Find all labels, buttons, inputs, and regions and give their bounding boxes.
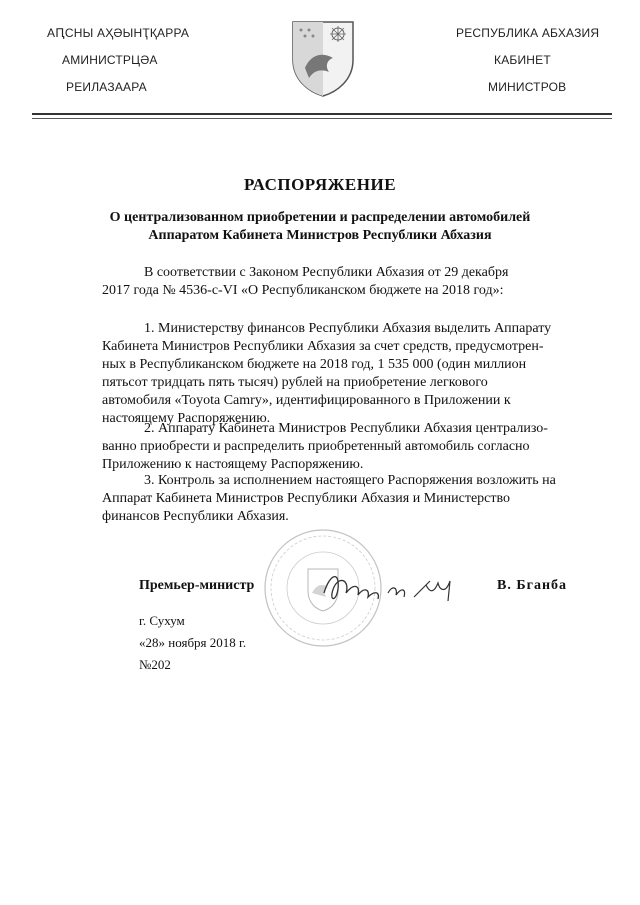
body-line: автомобиля «Toyota Camry», идентифицированного в Приложении к bbox=[102, 393, 511, 408]
state-emblem-icon bbox=[289, 18, 357, 98]
header-divider-thin bbox=[32, 118, 612, 119]
body-line: 3. Контроль за исполнением настоящего Распоряжения возложить на bbox=[144, 473, 556, 488]
signatory-name: В. Бганба bbox=[497, 578, 568, 593]
item-2-paragraph bbox=[102, 420, 590, 474]
body-line: ванно приобрести и распределить приобретенный автомобиль согласно bbox=[102, 439, 530, 454]
letterhead-left-line: АМИНИСТРЦӘА bbox=[62, 53, 158, 67]
body-line: финансов Республики Абхазия. bbox=[102, 509, 289, 524]
body-line: Аппарат Кабинета Министров Республики Абхазия и Министерство bbox=[102, 491, 511, 506]
body-line: ных в Республиканском бюджете на 2018 год, 1 535 000 (один миллион bbox=[102, 357, 527, 372]
intro-paragraph bbox=[102, 264, 590, 300]
document-title: РАСПОРЯЖЕНИЕ bbox=[243, 175, 397, 194]
letterhead-left-line: АԤСНЫ АҲӘЫНҬҚАРРА bbox=[47, 26, 190, 40]
signatory-position: Премьер-министр bbox=[139, 578, 255, 593]
document-subject bbox=[60, 209, 580, 245]
body-line: В соответствии с Законом Республики Абхазия от 29 декабря bbox=[144, 265, 509, 280]
header-divider bbox=[32, 113, 612, 115]
document-number: №202 bbox=[139, 657, 171, 672]
body-line: пятьсот тридцать пять тысяч) рублей на приобретение легкового bbox=[102, 375, 488, 390]
letterhead-right-line: РЕСПУБЛИКА АБХАЗИЯ bbox=[456, 26, 600, 40]
subject-line: Аппаратом Кабинета Министров Республики Абхазия bbox=[148, 228, 492, 243]
letterhead-left-line: РЕИЛАЗААРА bbox=[66, 80, 147, 94]
item-1-paragraph bbox=[102, 320, 590, 428]
body-line: Кабинета Министров Республики Абхазия за счет средств, предусмотрен- bbox=[102, 339, 544, 354]
body-line: Приложению к настоящему Распоряжению. bbox=[102, 457, 364, 472]
body-line: 1. Министерству финансов Республики Абхазия выделить Аппарату bbox=[144, 321, 552, 336]
item-3-paragraph bbox=[102, 472, 590, 526]
document-date: «28» ноября 2018 г. bbox=[139, 635, 247, 650]
body-line: настоящему Распоряжению. bbox=[102, 411, 271, 426]
document-place: г. Сухум bbox=[139, 613, 185, 628]
letterhead-right-line: КАБИНЕТ bbox=[494, 53, 551, 67]
letterhead-right-line: МИНИСТРОВ bbox=[488, 80, 567, 94]
body-line: 2. Аппарату Кабинета Министров Республики Абхазия централизо- bbox=[144, 421, 548, 436]
letterhead bbox=[0, 0, 640, 125]
body-line: 2017 года № 4536-с-VI «О Республиканском бюджете на 2018 год»: bbox=[102, 283, 504, 298]
subject-line: О централизованном приобретении и распределении автомобилей bbox=[109, 210, 531, 225]
signature-row bbox=[0, 574, 640, 604]
